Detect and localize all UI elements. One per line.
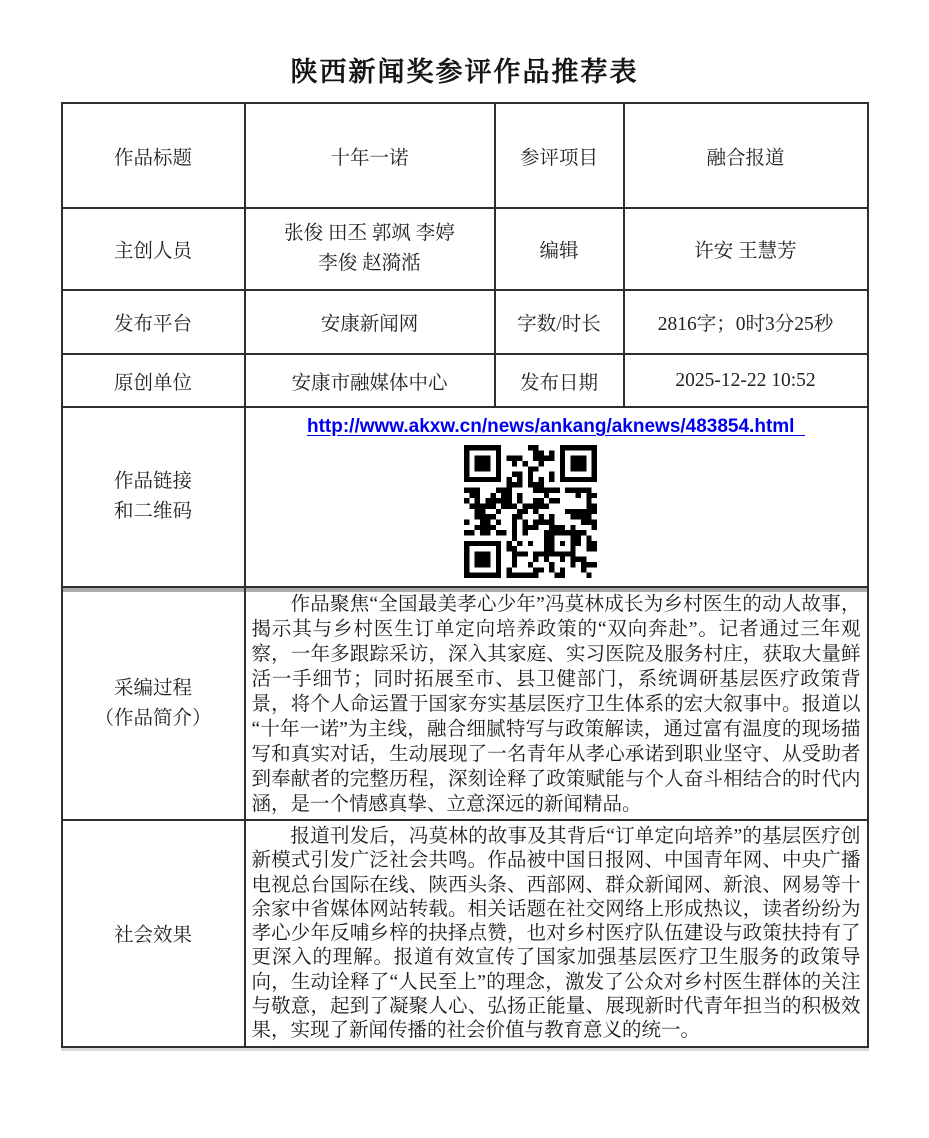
- process-text: 作品聚焦“全国最美孝心少年”冯莫林成长为乡村医生的动人故事，揭示其与乡村医生订单定向培养政策的“双向奔赴”。记者通过三年观察，一年多跟踪采访，深入其家庭、实习医院及服务村庄，获取大量鲜活一手细节；同时拓展至市、县卫健部门，系统调研基层医疗政策背景，将个人命运置于国家夯实基层医疗卫生体系的宏大叙事中。报道以“十年一诺”为主线，融合细腻特写与政策解读，通过富有温度的现场描写和真实对话，生动展现了一名青年从孝心承诺到职业坚守、从受助者到奉献者的完整历程，深刻诠释了政策赋能与个人奋斗相结合的时代内涵，是一个情感真挚、立意深远的新闻精品。: [251, 594, 861, 815]
- publish-date-label: 发布日期: [495, 354, 624, 407]
- creators-line1: 张俊 田丕 郭飒 李婷: [284, 223, 455, 244]
- page-title: 陕西新闻奖参评作品推荐表: [290, 57, 639, 87]
- origin-unit-value: 安康市融媒体中心: [245, 354, 495, 407]
- social-effect-text: 报道刊发后，冯莫林的故事及其背后“订单定向培养”的基层医疗创新模式引发广泛社会共鸣。作品被中国日报网、中国青年网、中央广播电视总台国际在线、陕西头条、西部网、群众新闻网、新浪、网易等十余家中省媒体网站转载。相关话题在社交网络上形成热议，读者纷纷为孝心少年反哺乡梓的抉择点赞，也对乡村医疗队伍建设与政策扶持有了更深入的理解。报道有效宣传了国家加强基层医疗卫生服务的政策导向，生动诠释了“人民至上”的理念，激发了公众对乡村医生群体的关注与敬意，起到了凝聚人心、弘扬正能量、展现新时代青年担当的积极效果，实现了新闻传播的社会价值与教育意义的统一。: [251, 826, 861, 1042]
- platform-label: 发布平台: [62, 290, 245, 354]
- social-effect-label: 社会效果: [62, 820, 245, 1047]
- table-row: [62, 290, 868, 354]
- qr-code: [464, 445, 597, 578]
- link-qr-label-line2: 和二维码: [113, 501, 192, 522]
- work-title-value: 十年一诺: [245, 103, 495, 208]
- table-row: [62, 208, 868, 290]
- article-link[interactable]: http://www.akxw.cn/news/ankang/aknews/483854.html: [306, 416, 795, 437]
- process-label-line1: 采编过程: [113, 677, 192, 699]
- origin-unit-label: 原创单位: [62, 354, 245, 407]
- table-row: [62, 407, 868, 587]
- table-row: [62, 587, 868, 820]
- table-row: [62, 354, 868, 407]
- social-effect-text-cell: [245, 820, 868, 1047]
- creators-value: [245, 208, 495, 290]
- wordcount-duration-value: 2816字；0时3分25秒: [624, 290, 868, 354]
- editor-value: 许安 王慧芳: [624, 208, 868, 290]
- recommendation-table: [61, 102, 869, 1048]
- entry-category-label: 参评项目: [495, 103, 624, 208]
- table-row: [62, 103, 868, 208]
- link-qr-label-line1: 作品链接: [113, 471, 192, 492]
- table-row: [62, 820, 868, 1047]
- work-title-label: 作品标题: [62, 103, 245, 208]
- entry-category-value: 融合报道: [624, 103, 868, 208]
- creators-line2: 李俊 赵漪湉: [318, 253, 421, 274]
- link-qr-label: [62, 407, 245, 587]
- editor-label: 编辑: [495, 208, 624, 290]
- process-label-line2: （作品简介）: [94, 707, 212, 729]
- process-label: [62, 587, 245, 820]
- platform-value: 安康新闻网: [245, 290, 495, 354]
- link-qr-cell: [245, 407, 868, 587]
- publish-date-value: 2025-12-22 10:52: [624, 354, 868, 407]
- creators-label: 主创人员: [62, 208, 245, 290]
- wordcount-duration-label: 字数/时长: [495, 290, 624, 354]
- process-text-cell: [245, 587, 868, 820]
